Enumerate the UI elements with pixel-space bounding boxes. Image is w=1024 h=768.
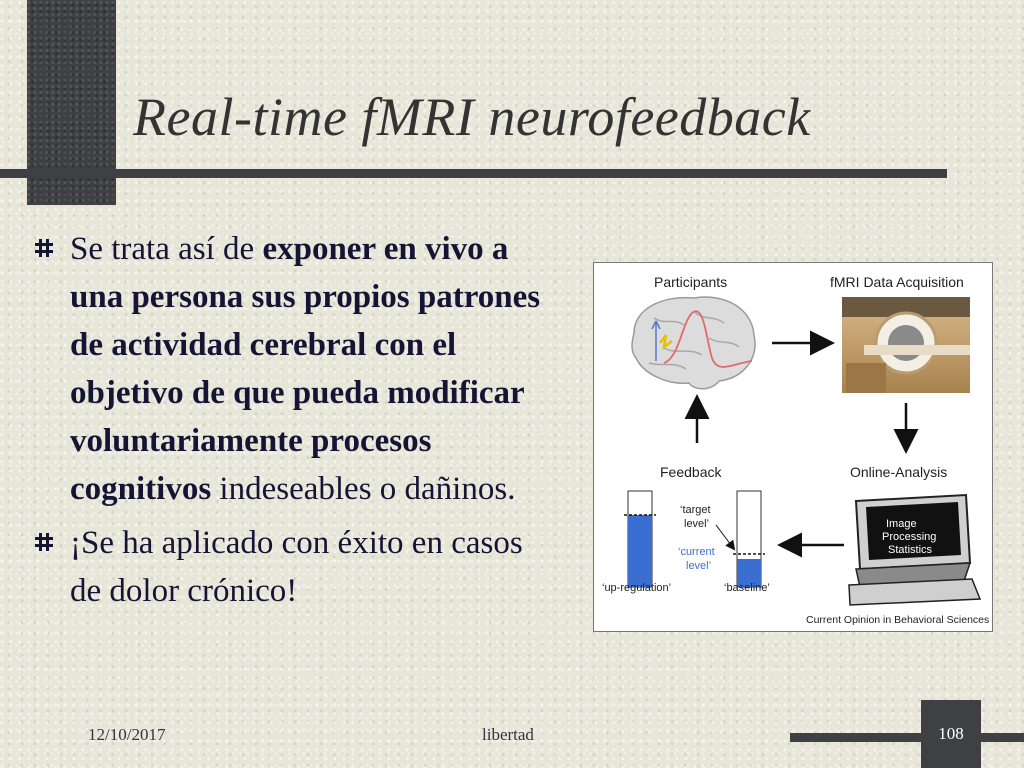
- participants-label: Participants: [654, 274, 728, 290]
- current-level-label-2: level’: [686, 560, 712, 572]
- footer-center-text: libertad: [482, 725, 534, 744]
- bullet-item: [34, 225, 544, 513]
- target-level-label-1: ‘target: [680, 504, 711, 516]
- current-level-label-1: ‘current: [678, 546, 715, 558]
- monitor-text-2: Processing: [882, 531, 937, 543]
- level-pointer: [716, 525, 734, 549]
- computer-monitor-icon: [849, 495, 980, 605]
- bullet-tail-text: indeseables o dañinos.: [211, 471, 516, 507]
- hash-bullet-icon: [34, 237, 54, 259]
- target-thermometer: [624, 491, 656, 587]
- brain-icon: [632, 297, 755, 389]
- baseline-label: ‘baseline’: [724, 582, 770, 594]
- slide-title: Real-time fMRI neurofeedback: [133, 87, 811, 147]
- figure-credit: Current Opinion in Behavioral Sciences: [806, 614, 990, 626]
- feedback-label: Feedback: [660, 464, 722, 480]
- monitor-text-1: Image: [886, 518, 917, 530]
- upregulation-label: ‘up-regulation’: [602, 582, 672, 594]
- title-divider: [0, 169, 947, 178]
- bullet-lead-text: Se trata así de: [70, 231, 263, 267]
- bullet-text: ¡Se ha aplicado con éxito en casos de dolor crónico!: [70, 525, 523, 609]
- neurofeedback-diagram: [593, 262, 993, 632]
- mri-scanner-image: [842, 297, 970, 393]
- hash-bullet-icon: [34, 531, 54, 553]
- analysis-label: Online-Analysis: [850, 464, 948, 480]
- bullet-item: [34, 519, 544, 615]
- footer-date: 12/10/2017: [88, 725, 166, 744]
- baseline-thermometer: [733, 491, 765, 587]
- footer-divider: [790, 733, 1024, 742]
- page-number-box: [921, 700, 981, 768]
- monitor-text-3: Statistics: [888, 544, 933, 556]
- bullet-list: [34, 225, 544, 621]
- page-number: 108: [938, 724, 964, 743]
- bullet-bold-text: exponer en vivo a una persona sus propios patrones de actividad cerebral con el objetivo de que pueda modificar voluntariamente procesos cognitivos: [70, 231, 541, 507]
- acquisition-label: fMRI Data Acquisition: [830, 274, 964, 290]
- target-level-label-2: level’: [684, 518, 710, 530]
